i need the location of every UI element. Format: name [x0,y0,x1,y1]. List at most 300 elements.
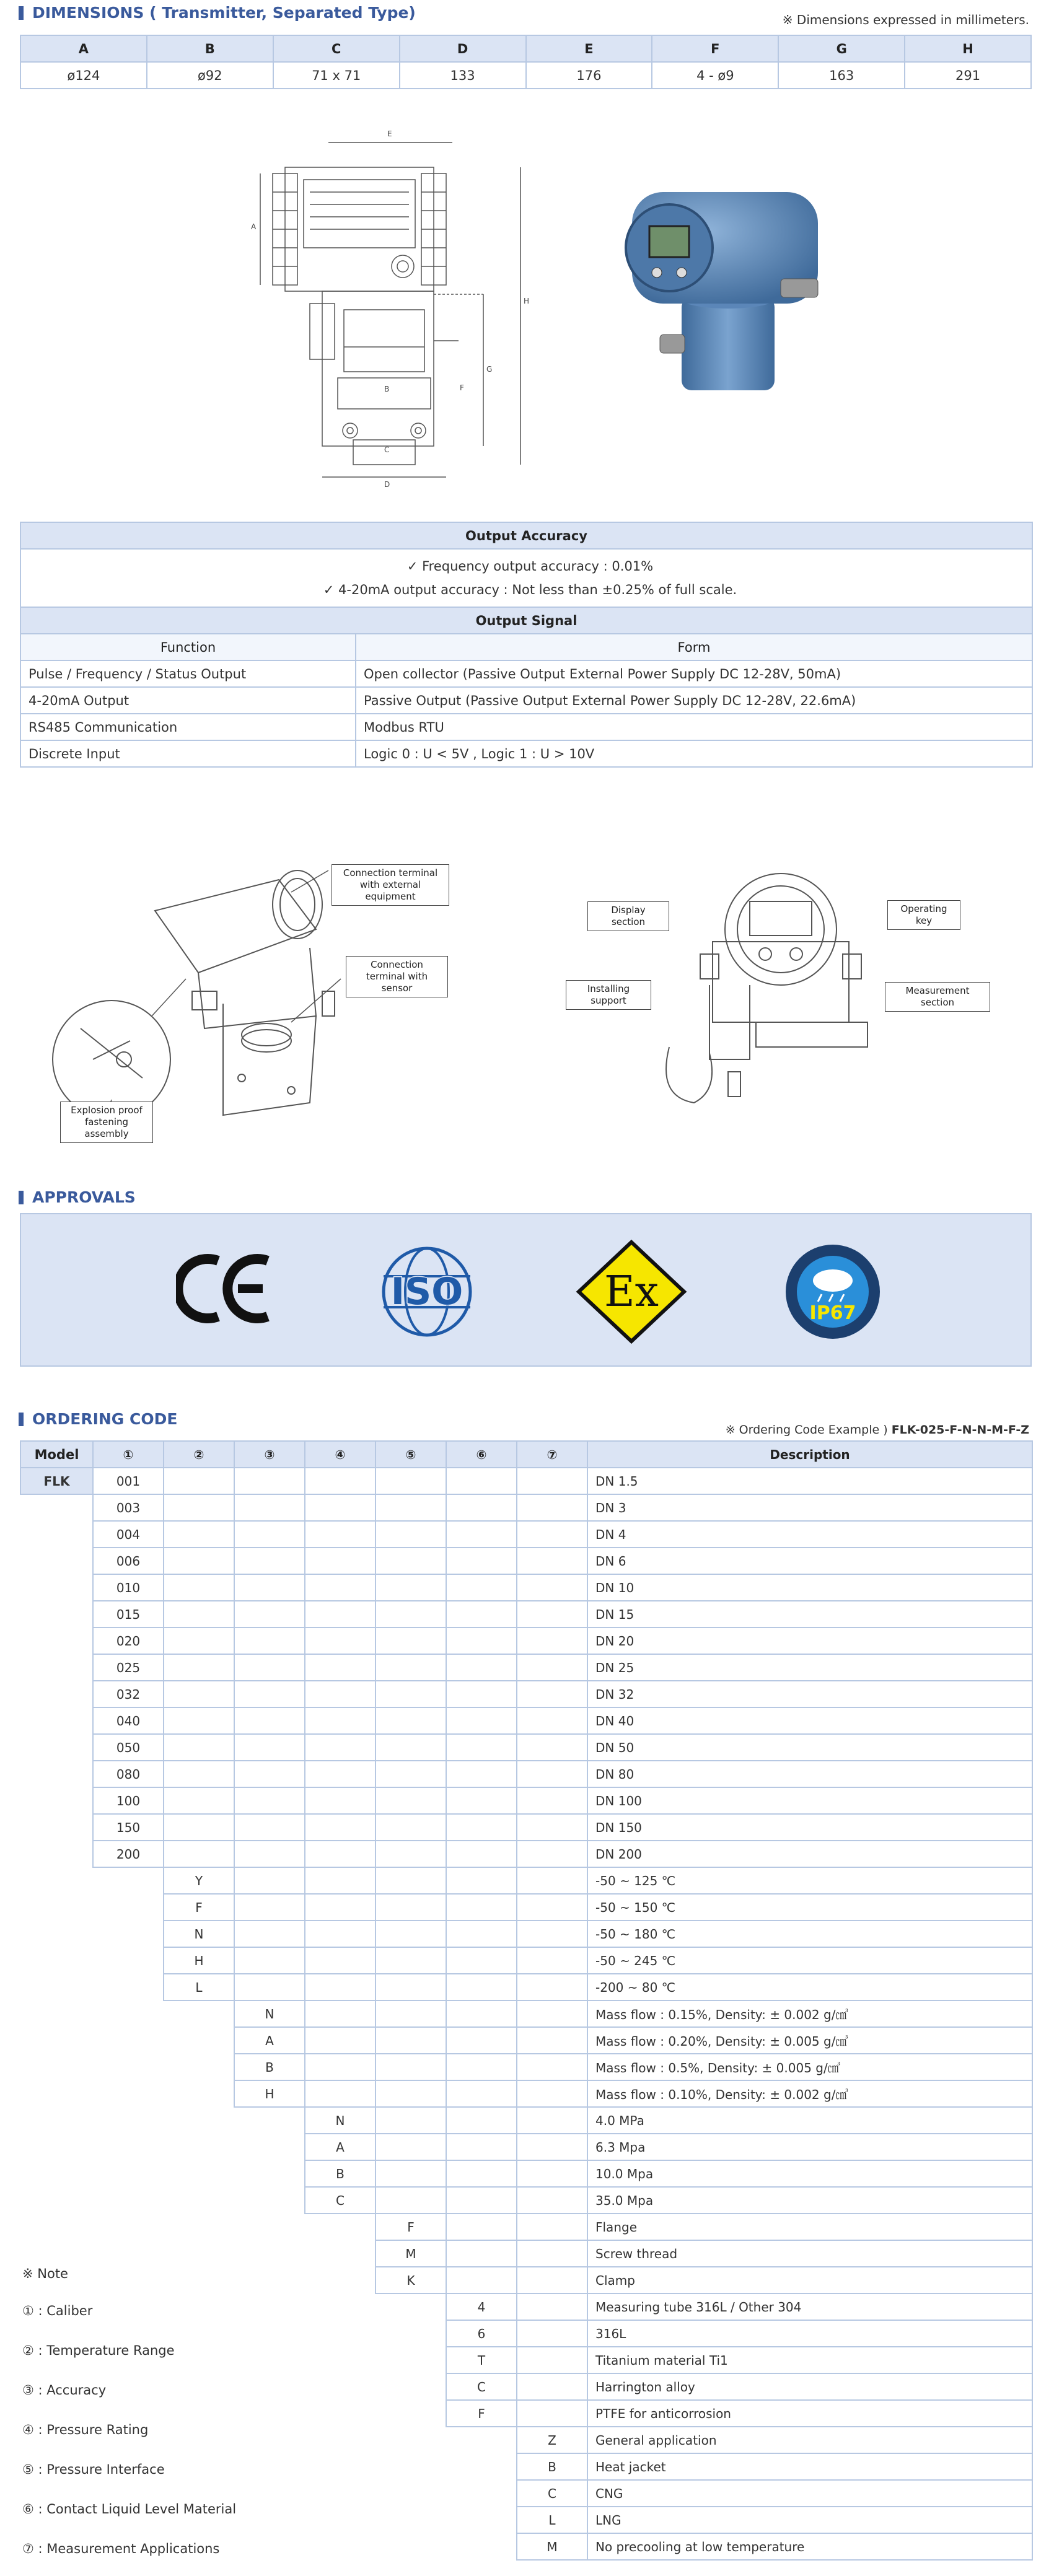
dimensions-table [20,35,1032,89]
empty-cell [446,1814,517,1841]
ordering-description: LNG [587,2507,1032,2533]
ordering-description: Measuring tube 316L / Other 304 [587,2293,1032,2320]
empty-cell [446,1521,517,1548]
empty-cell [375,2187,446,2214]
empty-cell [517,1894,587,1921]
blank-cell [93,1867,164,1894]
empty-cell [164,1761,234,1787]
empty-cell [375,1468,446,1494]
ordering-table [20,1440,1033,2561]
ordering-row [20,1974,1032,2000]
title-bar [19,1413,24,1426]
signal-function: 4-20mA Output [20,687,356,714]
ordering-row [20,1921,1032,1947]
ordering-description: DN 15 [587,1601,1032,1628]
blank-cell [93,2267,164,2293]
position-header: ⑤ [375,1441,446,1468]
blank-cell [93,1894,164,1921]
empty-cell [305,1468,375,1494]
empty-cell [305,1601,375,1628]
empty-cell [305,1707,375,1734]
ce-mark-icon [176,1245,275,1332]
ordering-code: B [234,2054,305,2080]
callout-installing-support: Installing support [566,980,651,1010]
blank-cell [20,2160,93,2187]
ordering-code: F [375,2214,446,2240]
dimensions-note: ※ Dimensions expressed in millimeters. [782,12,1029,27]
blank-cell [234,2427,305,2453]
signal-form: Passive Output (Passive Output External Power Supply DC 12-28V, 22.6mA) [356,687,1032,714]
empty-cell [517,1601,587,1628]
illus-measurement-section [756,1022,867,1047]
empty-cell [517,2027,587,2054]
blank-cell [93,1974,164,2000]
empty-cell [305,1787,375,1814]
blank-cell [93,2000,164,2027]
empty-cell [517,1468,587,1494]
ordering-code: 003 [93,1494,164,1521]
blank-cell [234,2320,305,2347]
notes-title: ※ Note [22,2266,68,2281]
blank-cell [446,2453,517,2480]
empty-cell [517,2347,587,2373]
ordering-code: 010 [93,1574,164,1601]
blank-cell [234,2160,305,2187]
ordering-title-text: ORDERING CODE [32,1410,178,1428]
empty-cell [164,1814,234,1841]
empty-cell [375,1494,446,1521]
empty-cell [446,2000,517,2027]
empty-cell [305,1894,375,1921]
empty-cell [446,1841,517,1867]
ordering-code: 150 [93,1814,164,1841]
empty-cell [164,1548,234,1574]
accuracy-line: ✓ 4-20mA output accuracy : Not less than ±0.25% of full scale. [323,582,737,597]
empty-cell [517,1787,587,1814]
note-item: ⑥ : Contact Liquid Level Material [22,2502,237,2517]
note-item: ④ : Pressure Rating [22,2422,149,2437]
empty-cell [305,2027,375,2054]
approvals-title [19,1188,136,1206]
empty-cell [305,2080,375,2107]
ordering-code: B [517,2453,587,2480]
ordering-row [20,1814,1032,1841]
empty-cell [234,1841,305,1867]
ordering-row [20,1628,1032,1654]
empty-cell [375,1681,446,1707]
blank-cell [305,2373,375,2400]
position-header: ⑦ [517,1441,587,1468]
ordering-description: DN 100 [587,1787,1032,1814]
empty-cell [446,2107,517,2134]
blank-cell [234,2533,305,2560]
ordering-code: F [164,1894,234,1921]
ordering-code: 050 [93,1734,164,1761]
callout-sensor-terminal: Connection terminal with sensor [346,956,448,997]
drawing-label-a: A [251,222,257,231]
ex-mark-text: Ex [604,1268,659,1316]
blank-cell [375,2373,446,2400]
ce-mark-text: CE [176,1245,177,1246]
ordering-description: 35.0 Mpa [587,2187,1032,2214]
drawing-gland [392,255,414,278]
ex-mark-icon [576,1239,687,1344]
title-bar [19,6,24,20]
blank-cell [446,2480,517,2507]
ordering-code: 025 [93,1654,164,1681]
blank-cell [305,2240,375,2267]
empty-cell [375,1921,446,1947]
empty-cell [164,1654,234,1681]
illus-sensor-terminal [242,1030,291,1052]
blank-cell [20,1654,93,1681]
empty-cell [446,1761,517,1787]
blank-cell [446,2533,517,2560]
illus-front-cover [725,874,837,985]
ordering-description: -50 ~ 245 ℃ [587,1947,1032,1974]
empty-cell [446,2080,517,2107]
ordering-description: DN 50 [587,1734,1032,1761]
dimension-value: ø124 [20,62,147,89]
blank-cell [234,2267,305,2293]
empty-cell [446,2187,517,2214]
ordering-code: N [305,2107,375,2134]
ordering-description: DN 6 [587,1548,1032,1574]
empty-cell [305,1681,375,1707]
ordering-description: General application [587,2427,1032,2453]
dimension-value: 163 [778,62,905,89]
ordering-title [19,1410,177,1428]
callout-display-section: Display section [587,901,669,931]
dimensions-title-text: DIMENSIONS ( Transmitter, Separated Type) [32,4,416,22]
ordering-row [20,2107,1032,2134]
dimension-header: D [400,35,526,62]
blank-cell [20,1867,93,1894]
empty-cell [305,2000,375,2027]
ordering-code: C [305,2187,375,2214]
blank-cell [234,2347,305,2373]
dimension-header: A [20,35,147,62]
empty-cell [517,2267,587,2293]
empty-cell [164,1787,234,1814]
signal-form: Logic 0 : U < 5V , Logic 1 : U > 10V [356,740,1032,767]
ordering-code: L [517,2507,587,2533]
ordering-row [20,2000,1032,2027]
blank-cell [305,2320,375,2347]
blank-cell [93,2107,164,2134]
blank-cell [93,2054,164,2080]
blank-cell [305,2214,375,2240]
ordering-description: No precooling at low temperature [587,2533,1032,2560]
ordering-code: 6 [446,2320,517,2347]
ordering-code: 100 [93,1787,164,1814]
ordering-description: DN 200 [587,1841,1032,1867]
ordering-row [20,1761,1032,1787]
ordering-description: DN 25 [587,1654,1032,1681]
dimension-header: E [526,35,652,62]
empty-cell [305,1814,375,1841]
ordering-code: 080 [93,1761,164,1787]
ordering-code: 001 [93,1468,164,1494]
blank-cell [234,2240,305,2267]
dimension-value: 176 [526,62,652,89]
blank-cell [164,2427,234,2453]
ordering-row [20,2160,1032,2187]
blank-cell [20,1947,93,1974]
empty-cell [446,1787,517,1814]
empty-cell [446,2027,517,2054]
output-signal-row [20,660,1032,687]
ordering-row [20,1894,1032,1921]
blank-cell [234,2293,305,2320]
blank-cell [20,2054,93,2080]
transmitter-photo [601,167,849,415]
blank-cell [234,2400,305,2427]
ordering-row [20,1548,1032,1574]
ordering-row [20,2240,1032,2267]
signal-function: Discrete Input [20,740,356,767]
ip67-mark-text: IP67 [809,1302,856,1324]
empty-cell [164,1628,234,1654]
ordering-description: DN 10 [587,1574,1032,1601]
blank-cell [375,2400,446,2427]
ordering-code: C [446,2373,517,2400]
ordering-description: Clamp [587,2267,1032,2293]
blank-cell [93,1947,164,1974]
empty-cell [234,1734,305,1761]
empty-cell [234,1894,305,1921]
ordering-code: 032 [93,1681,164,1707]
blank-cell [375,2507,446,2533]
blank-cell [20,1761,93,1787]
ordering-description: Harrington alloy [587,2373,1032,2400]
empty-cell [517,2214,587,2240]
note-item: ⑦ : Measurement Applications [22,2541,220,2556]
empty-cell [375,1628,446,1654]
blank-cell [20,1601,93,1628]
ordering-code: K [375,2267,446,2293]
empty-cell [446,1867,517,1894]
ordering-example-label: ※ Ordering Code Example ) [725,1423,888,1437]
empty-cell [375,1574,446,1601]
blank-cell [164,2027,234,2054]
ordering-row [20,1867,1032,1894]
empty-cell [234,1814,305,1841]
blank-cell [234,2107,305,2134]
blank-cell [20,1681,93,1707]
blank-cell [234,2134,305,2160]
empty-cell [517,2320,587,2347]
position-header: ⑥ [446,1441,517,1468]
blank-cell [164,2453,234,2480]
blank-cell [305,2533,375,2560]
drawing-nameplate [304,180,415,248]
ordering-code: M [517,2533,587,2560]
blank-cell [234,2453,305,2480]
blank-cell [446,2507,517,2533]
empty-cell [517,1681,587,1707]
empty-cell [517,2000,587,2027]
empty-cell [517,1867,587,1894]
dimension-header: B [147,35,273,62]
empty-cell [234,1654,305,1681]
empty-cell [375,1867,446,1894]
ordering-row [20,2054,1032,2080]
drawing-label-c: C [384,445,390,454]
blank-cell [20,1787,93,1814]
ordering-code: H [234,2080,305,2107]
drawing-label-g: G [486,365,493,374]
empty-cell [305,1494,375,1521]
blank-cell [20,2027,93,2054]
ordering-description: -50 ~ 180 ℃ [587,1921,1032,1947]
illus-housing [155,880,316,973]
empty-cell [164,1601,234,1628]
ordering-code: 006 [93,1548,164,1574]
empty-cell [234,1574,305,1601]
empty-cell [446,2214,517,2240]
empty-cell [517,2054,587,2080]
drawing-label-h: H [524,297,530,305]
blank-cell [20,2107,93,2134]
photo-gland-left [660,335,685,353]
blank-cell [93,1921,164,1947]
blank-cell [234,2480,305,2507]
ordering-description: -50 ~ 150 ℃ [587,1894,1032,1921]
output-signal-rows [20,660,1032,767]
blank-cell [93,2240,164,2267]
dimension-header: F [652,35,778,62]
blank-cell [375,2347,446,2373]
blank-cell [164,2187,234,2214]
ordering-description: DN 150 [587,1814,1032,1841]
empty-cell [234,1468,305,1494]
empty-cell [375,1947,446,1974]
empty-cell [446,1548,517,1574]
blank-cell [164,2400,234,2427]
empty-cell [446,1707,517,1734]
empty-cell [375,2000,446,2027]
blank-cell [164,2107,234,2134]
blank-cell [93,2080,164,2107]
empty-cell [305,1734,375,1761]
empty-cell [517,2400,587,2427]
callout-external-equipment: Connection terminal with external equipment [332,864,449,906]
dimensions-value-row [20,62,1031,89]
empty-cell [517,1654,587,1681]
blank-cell [375,2480,446,2507]
blank-cell [20,2134,93,2160]
ordering-row [20,1707,1032,1734]
empty-cell [517,2293,587,2320]
ordering-header-row [20,1441,1032,1468]
empty-cell [446,1628,517,1654]
ordering-description: DN 3 [587,1494,1032,1521]
empty-cell [234,1947,305,1974]
ordering-row [20,2187,1032,2214]
ordering-code: 015 [93,1601,164,1628]
ordering-code: 200 [93,1841,164,1867]
empty-cell [234,1707,305,1734]
dimension-header: G [778,35,905,62]
blank-cell [305,2347,375,2373]
empty-cell [305,1548,375,1574]
description-header: Description [587,1441,1032,1468]
blank-cell [20,2000,93,2027]
ordering-description: DN 1.5 [587,1468,1032,1494]
empty-cell [305,1841,375,1867]
empty-cell [517,2373,587,2400]
ordering-body [20,1468,1032,2560]
empty-cell [164,1468,234,1494]
blank-cell [164,2134,234,2160]
ordering-code: 020 [93,1628,164,1654]
blank-cell [93,2214,164,2240]
ordering-description: Flange [587,2214,1032,2240]
ordering-row [20,2453,1032,2480]
empty-cell [164,1734,234,1761]
blank-cell [375,2293,446,2320]
ordering-example [726,1423,1029,1437]
position-header: ② [164,1441,234,1468]
empty-cell [234,1761,305,1787]
blank-cell [234,2507,305,2533]
ordering-row [20,2027,1032,2054]
empty-cell [305,2054,375,2080]
function-header: Function [20,634,356,660]
empty-cell [446,1681,517,1707]
dimension-value: ø92 [147,62,273,89]
title-bar [19,1191,24,1204]
empty-cell [164,1521,234,1548]
empty-cell [446,1894,517,1921]
blank-cell [164,2054,234,2080]
ordering-row [20,1787,1032,1814]
ordering-row [20,1521,1032,1548]
approvals-title-text: APPROVALS [32,1188,136,1206]
dimension-value: 71 x 71 [273,62,400,89]
blank-cell [20,2214,93,2240]
blank-cell [375,2320,446,2347]
signal-form: Modbus RTU [356,714,1032,740]
empty-cell [446,1468,517,1494]
blank-cell [93,2134,164,2160]
blank-cell [20,2080,93,2107]
ordering-row [20,1601,1032,1628]
note-item: ③ : Accuracy [22,2383,107,2398]
ordering-row [20,1841,1032,1867]
empty-cell [446,2134,517,2160]
blank-cell [93,2160,164,2187]
empty-cell [164,1574,234,1601]
blank-cell [93,2187,164,2214]
ordering-description: 316L [587,2320,1032,2347]
blank-cell [305,2427,375,2453]
blank-cell [93,2293,164,2320]
blank-cell [164,2080,234,2107]
empty-cell [446,1574,517,1601]
blank-cell [305,2400,375,2427]
empty-cell [517,1734,587,1761]
empty-cell [234,1681,305,1707]
ordering-description: Mass flow : 0.5%, Density: ± 0.005 g/㎤ [587,2054,1032,2080]
empty-cell [375,1814,446,1841]
accuracy-line: ✓ Frequency output accuracy : 0.01% [406,559,654,574]
blank-cell [20,1494,93,1521]
ordering-code: Z [517,2427,587,2453]
approvals-panel [20,1213,1032,1367]
empty-cell [517,1947,587,1974]
